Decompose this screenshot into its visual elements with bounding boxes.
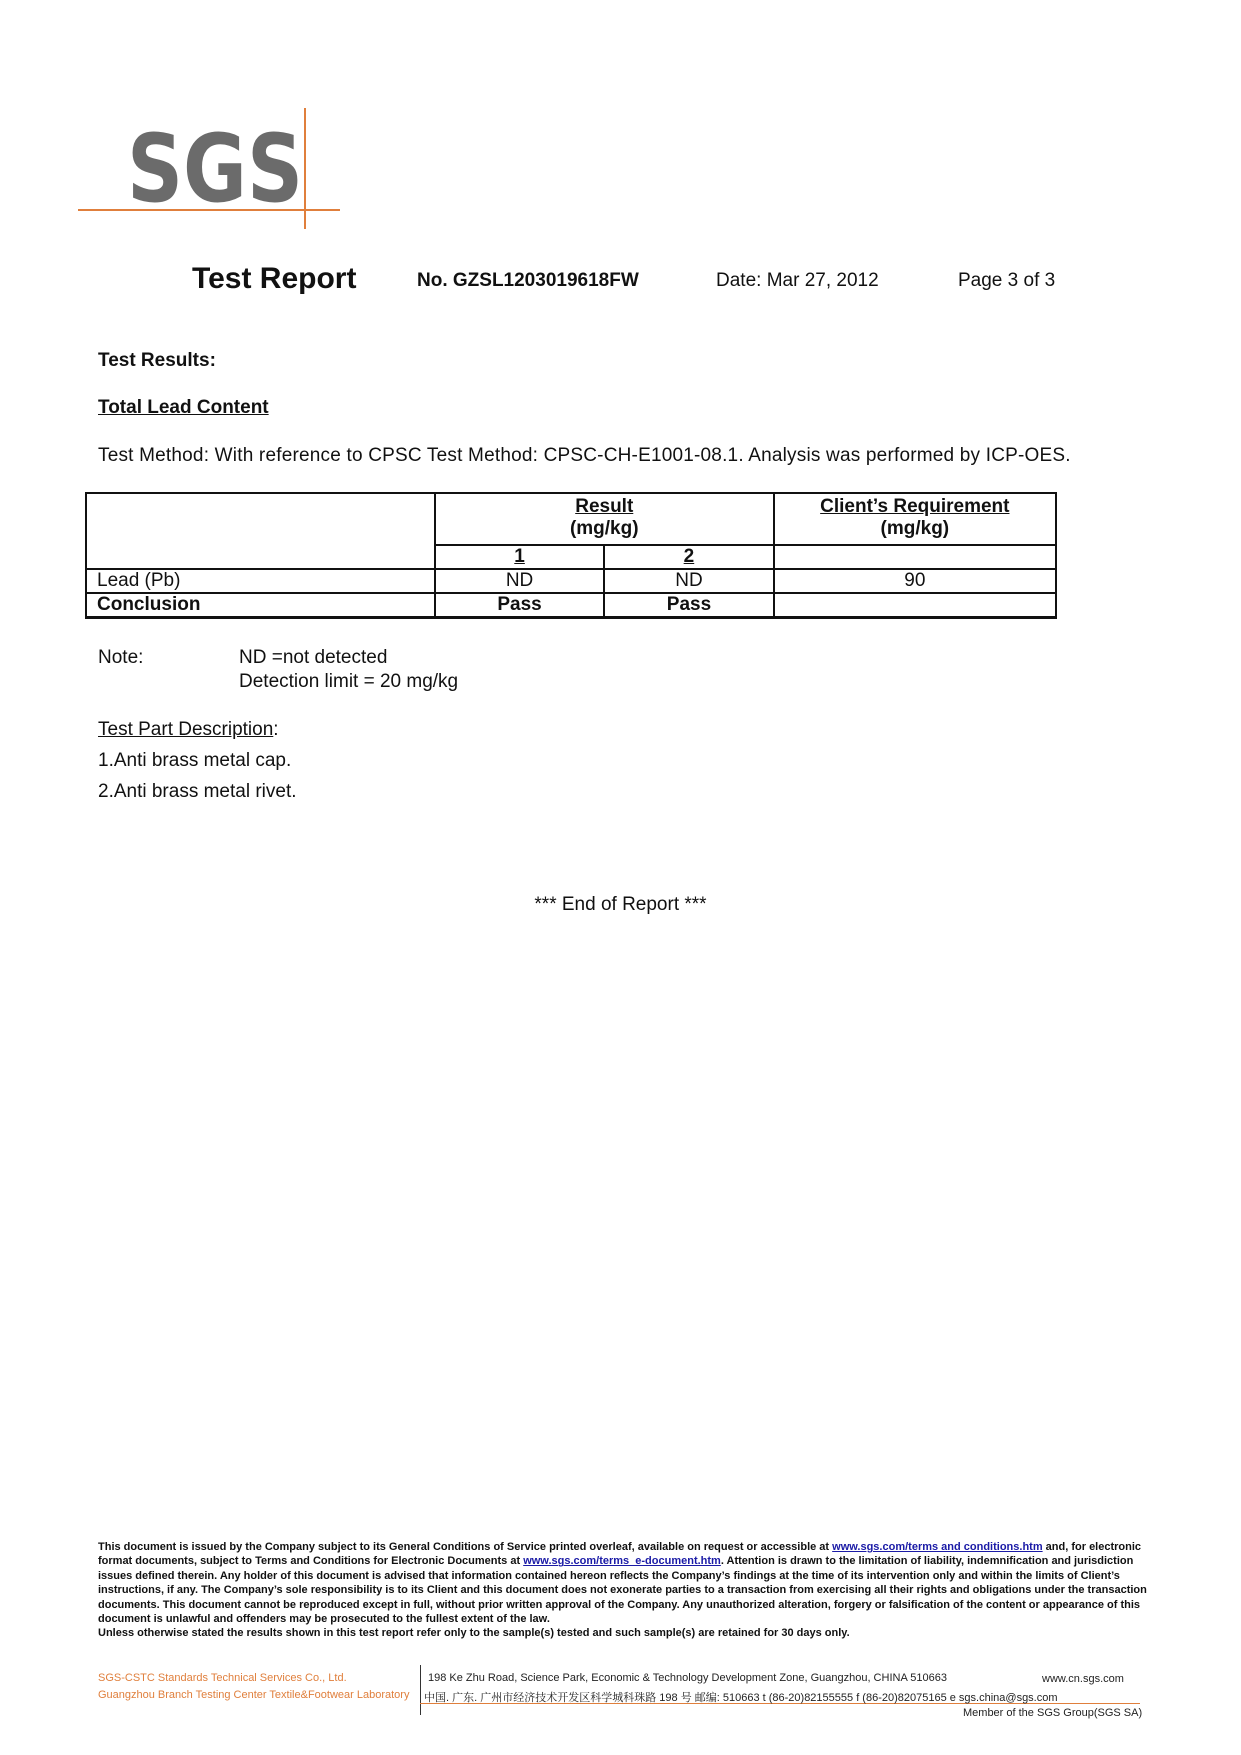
terms-e-document-link[interactable]: www.sgs.com/terms_e-document.htm [523, 1555, 721, 1568]
note-label: Note: [98, 647, 144, 668]
list-item: 1.Anti brass metal cap. [98, 750, 292, 771]
row-requirement [774, 593, 1056, 618]
section-title: Test Results: [98, 350, 216, 371]
footer-divider-vertical [420, 1665, 421, 1715]
result-unit: (mg/kg) [569, 518, 639, 539]
table-row [86, 593, 1056, 618]
part-description-colon: : [273, 719, 279, 740]
report-title: Test Report [192, 262, 357, 295]
row-requirement: 90 [774, 569, 1056, 593]
header-blank-cell [86, 493, 435, 569]
footer [0, 1665, 1241, 1725]
footer-website: www.cn.sgs.com [1042, 1673, 1124, 1685]
sample-col-2: 2 [604, 545, 773, 569]
list-item: 2.Anti brass metal rivet. [98, 781, 297, 802]
disclaimer-text-3: . Attention is drawn to the limitation of liability, indemnification and jurisdiction issues defined therein. Any holder of this document is advised that information contained hereon reflects the Company’s findings at the time of its intervention only and within the limits of Client’s instructions, if any. The Company’s sole responsibility is to its Client and this document does not exonerate parties to a transaction from exercising all their rights and obligations under the transaction documents. This document cannot be reproduced except in full, without prior written approval of the Company. Any unauthorized alteration, forgery or falsification of the content or appearance of this document is unlawful and offenders may be prosecuted to the fullest extent of the law. [98, 1555, 1147, 1626]
footer-member: Member of the SGS Group(SGS SA) [963, 1707, 1143, 1719]
subheader-blank-cell [774, 545, 1056, 569]
disclaimer [98, 1540, 1148, 1641]
sample-col-1: 1 [435, 545, 604, 569]
disclaimer-text-4: Unless otherwise stated the results shown in this test report refer only to the sample(s) tested and such sample(s) are retained for 30 days only. [98, 1627, 850, 1640]
logo-text: SGS [127, 115, 303, 224]
row-label: Lead (Pb) [86, 569, 435, 593]
disclaimer-text-1: This document is issued by the Company subject to its General Conditions of Service printed overleaf, available on request or accessible at [98, 1541, 833, 1553]
sgs-logo [78, 106, 343, 231]
table-header-row [86, 493, 1056, 545]
requirement-header-cell [774, 493, 1056, 545]
row-value-1: Pass [435, 593, 604, 618]
result-header: Result [575, 496, 634, 517]
footer-company-2: Guangzhou Branch Testing Center Textile&Footwear Laboratory [98, 1689, 410, 1701]
results-table [85, 492, 1057, 619]
terms-link[interactable]: www.sgs.com/terms and conditions.htm [832, 1541, 1043, 1553]
test-method: Test Method: With reference to CPSC Test Method: CPSC-CH-E1001-08.1. Analysis was performed by ICP-OES. [98, 445, 1071, 466]
result-header-cell [435, 493, 774, 545]
row-value-2: ND [604, 569, 773, 593]
disclaimer-text-2: and, for electronic format documents, subject to Terms and Conditions for Electronic Documents at [98, 1541, 1142, 1568]
subsection-title: Total Lead Content [98, 397, 269, 418]
footer-company-1: SGS-CSTC Standards Technical Services Co., Ltd. [98, 1672, 347, 1684]
footer-address-cn: 中国. 广东. 广州市经济技术开发区科学城科珠路 198 号 邮编: 510663 t (86-20)82155555 f (86-20)82075165 e sgs.china@sgs.com [424, 1692, 1058, 1704]
row-value-2: Pass [604, 593, 773, 618]
footer-address-en: 198 Ke Zhu Road, Science Park, Economic & Technology Development Zone, Guangzhou, CHINA 510663 [428, 1672, 947, 1684]
row-value-1: ND [435, 569, 604, 593]
table-row [86, 569, 1056, 593]
report-date: Date: Mar 27, 2012 [716, 270, 879, 291]
part-description-title [98, 719, 279, 741]
note-line-2: Detection limit = 20 mg/kg [239, 671, 459, 692]
end-of-report: *** End of Report *** [534, 894, 707, 915]
note-line-1: ND =not detected [239, 647, 388, 668]
part-description-label: Test Part Description [98, 719, 274, 740]
report-header [0, 262, 1241, 302]
requirement-unit: (mg/kg) [880, 518, 950, 539]
page-indicator: Page 3 of 3 [958, 270, 1056, 291]
report-number: No. GZSL1203019618FW [417, 270, 639, 291]
row-label: Conclusion [86, 593, 435, 618]
requirement-header: Client’s Requirement [820, 496, 1010, 517]
